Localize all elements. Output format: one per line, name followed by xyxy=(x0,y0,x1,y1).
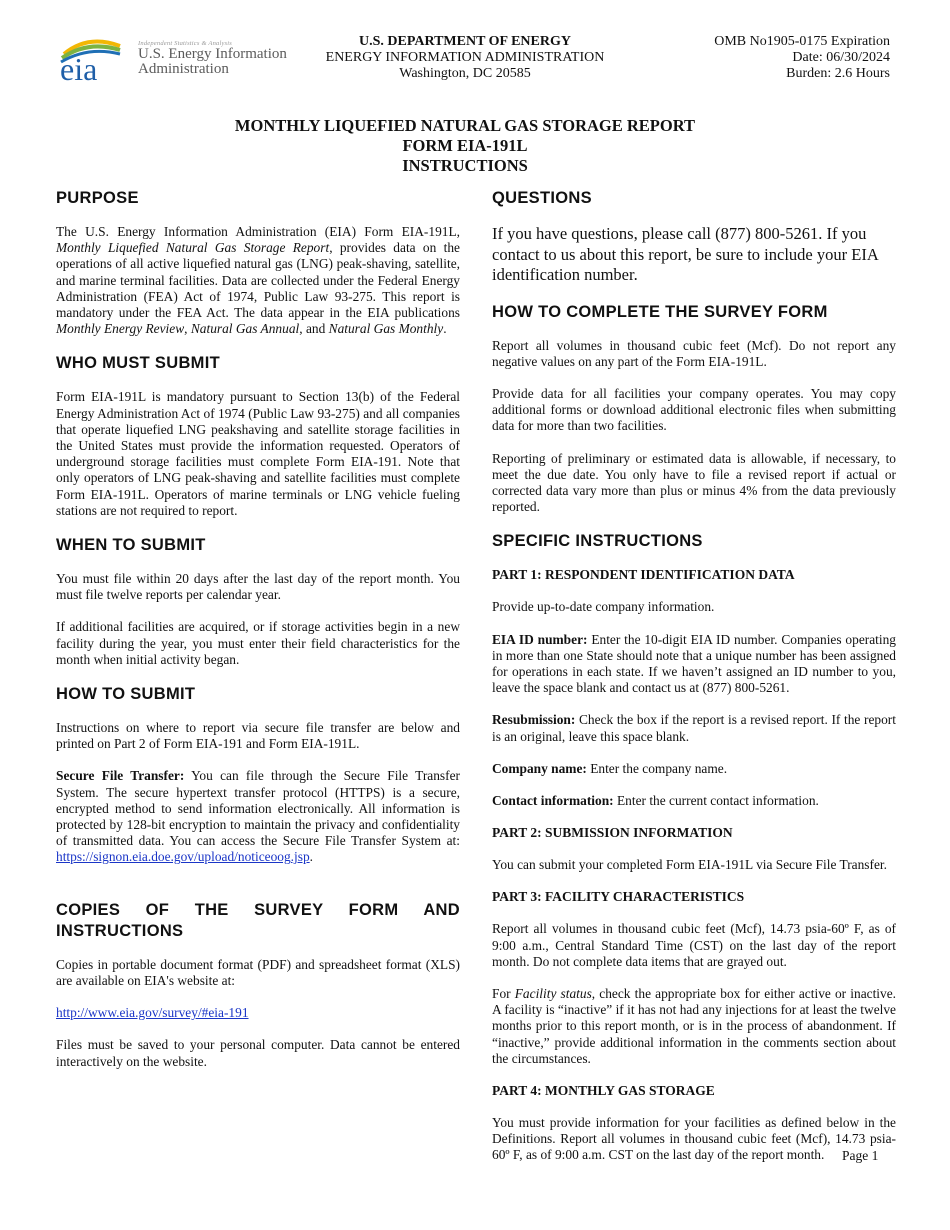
secure-file-transfer-paragraph: Secure File Transfer: You can file through the Secure File Transfer System. The secure hypertext transfer protocol (HTTPS) is a secure, encrypted method to send information electronically. All information is protected by 128-bit encryption to maintain the privacy and confidentiality of transmitted data. You can access the Secure File Transfer System at: https://signon.eia.doe.gov/upload/noticeoog.jsp. xyxy=(56,768,460,865)
secure-file-transfer-link[interactable]: https://signon.eia.doe.gov/upload/noticeoog.jsp xyxy=(56,849,310,865)
part3-paragraph-1: Report all volumes in thousand cubic feet (Mcf), 14.73 psia-60º F, as of 9:00 a.m., Central Standard Time (CST) on the last day of the report month. Do not complete data items that are grayed out. xyxy=(492,921,896,969)
how-to-complete-heading: HOW TO COMPLETE THE SURVEY FORM xyxy=(492,302,828,321)
right-column xyxy=(492,188,896,1164)
part2-heading: PART 2: SUBMISSION INFORMATION xyxy=(492,825,733,841)
part2-paragraph: You can submit your completed Form EIA-191L via Secure File Transfer. xyxy=(492,857,887,873)
eia-survey-link[interactable]: http://www.eia.gov/survey/#eia-191 xyxy=(56,1005,249,1021)
eia-id-paragraph: EIA ID number: Enter the 10-digit EIA ID number. Companies operating in more than one State should note that a unique number has been assigned for operations in each state. If we haven’t assigned an ID number to you, leave the space blank and contact us at (877) 800-5261. xyxy=(492,631,896,696)
copies-paragraph: Copies in portable document format (PDF) and spreadsheet format (XLS) are available on EIA's website at: xyxy=(56,956,460,988)
part1-paragraph: Provide up-to-date company information. xyxy=(492,599,715,615)
page-number: Page 1 xyxy=(842,1148,879,1163)
eia-logo xyxy=(58,34,298,86)
who-must-submit-paragraph: Form EIA-191L is mandatory pursuant to Section 13(b) of the Federal Energy Administration Act of 1974 (Public Law 93-275) and all companies that operate liquefied LNG peakshaving and satellite storage facilities in the United States must provide the information requested. Operators of underground storage facilities must complete Form EIA-191. Note that only operators of LNG peak-shaving and satellite facilities must complete Form EIA-191L. Operators of marine terminals or LNG vehicle fueling stations are not required to report. xyxy=(56,389,460,518)
when-to-submit-paragraph-1: You must file within 20 days after the last day of the report month. You must file twelve reports per calendar year. xyxy=(56,571,460,603)
part4-heading: PART 4: MONTHLY GAS STORAGE xyxy=(492,1082,715,1098)
department-name: U.S. DEPARTMENT OF ENERGY xyxy=(359,34,571,49)
part3-heading: PART 3: FACILITY CHARACTERISTICS xyxy=(492,889,745,905)
when-to-submit-heading: WHEN TO SUBMIT xyxy=(56,536,206,555)
complete-paragraph-3: Reporting of preliminary or estimated data is allowable, if necessary, to meet the due date. You only have to file a revised report if actual or corrected data vary more than plus or minus 4% from the data previously reported. xyxy=(492,450,896,515)
how-to-submit-paragraph: Instructions on where to report via secure file transfer are below and printed on Part 2 of Form EIA-191 and Form EIA-191L. xyxy=(56,720,460,752)
logo-mark-text: eia xyxy=(60,51,98,84)
part4-paragraph: You must provide information for your facilities as defined below in the Definitions. Report all volumes in thousand cubic feet (Mcf), 14.73 psia-60º F, as of 9:00 a.m. CST on the last day of the report month. xyxy=(492,1114,896,1163)
contact-info-paragraph: Contact information: Enter the current contact information. xyxy=(492,792,819,808)
agency-block xyxy=(300,34,630,82)
omb-number: OMB No1905-0175 Expiration xyxy=(714,34,890,49)
purpose-paragraph: The U.S. Energy Information Administration (EIA) Form EIA-191L, Monthly Liquefied Natural Gas Storage Report, provides data on the operations of all active liquefied natural gas (LNG) peak-shaving, satellite, and marine terminal facilities. Data are collected under the Federal Energy Administration (FEA) Act of 1974, Public Law 93-275. This report is mandatory under the FEA Act. The data appear in the EIA publications Monthly Energy Review, Natural Gas Annual, and Natural Gas Monthly. xyxy=(56,224,461,337)
company-name-paragraph: Company name: Enter the company name. xyxy=(492,760,728,776)
files-note-paragraph: Files must be saved to your personal computer. Data cannot be entered interactively on the website. xyxy=(56,1037,460,1069)
questions-paragraph: If you have questions, please call (877) 800-5261. If you contact to us about this report, be sure to include your EIA identification number. xyxy=(492,224,878,284)
logo-name-line1: U.S. Energy Information xyxy=(138,46,287,62)
document-title xyxy=(150,116,780,176)
part1-heading: PART 1: RESPONDENT IDENTIFICATION DATA xyxy=(492,567,795,583)
purpose-heading: PURPOSE xyxy=(56,189,139,207)
burden-hours: Burden: 2.6 Hours xyxy=(786,66,890,81)
complete-paragraph-2: Provide data for all facilities your company operates. You may copy additional forms or download additional electronic files when submitting data for more than two facilities. xyxy=(492,385,896,434)
title-line-2: FORM EIA-191L xyxy=(402,136,528,155)
agency-address: Washington, DC 20585 xyxy=(399,66,531,81)
copies-heading: COPIES OF THE SURVEY FORM AND INSTRUCTIONS xyxy=(56,900,460,940)
eia-logo-icon xyxy=(58,34,130,84)
left-column xyxy=(56,188,460,1070)
copies-link-line xyxy=(56,1005,460,1021)
title-line-3: INSTRUCTIONS xyxy=(402,156,528,175)
when-to-submit-paragraph-2: If additional facilities are acquired, or if storage activities begin in a new facility during the year, you must enter their field characteristics for the month when initial activity began. xyxy=(56,619,460,667)
resubmission-paragraph: Resubmission: Check the box if the report is a revised report. If the report is an original, leave this space blank. xyxy=(492,712,896,744)
logo-tagline: Independent Statistics & Analysis xyxy=(138,40,233,47)
specific-instructions-heading: SPECIFIC INSTRUCTIONS xyxy=(492,532,703,551)
questions-heading: QUESTIONS xyxy=(492,189,592,207)
logo-name-line2: Administration xyxy=(138,61,229,77)
omb-block xyxy=(640,34,890,82)
title-line-1: MONTHLY LIQUEFIED NATURAL GAS STORAGE REPORT xyxy=(234,116,696,135)
part3-paragraph-2: For Facility status, check the appropriate box for either active or inactive. A facility is “inactive” if it has not had any injections for at least the twelve months prior to this report month, or is in the process of abandonment. If “inactive,” provide additional information in the comments section about the circumstances. xyxy=(492,985,897,1066)
complete-paragraph-1: Report all volumes in thousand cubic feet (Mcf). Do not report any negative values on any part of the Form EIA-191L. xyxy=(492,337,896,369)
expiration-date: Date: 06/30/2024 xyxy=(792,50,890,65)
how-to-submit-heading: HOW TO SUBMIT xyxy=(56,685,196,704)
who-must-submit-heading: WHO MUST SUBMIT xyxy=(56,354,220,373)
administration-name: ENERGY INFORMATION ADMINISTRATION xyxy=(325,50,605,65)
